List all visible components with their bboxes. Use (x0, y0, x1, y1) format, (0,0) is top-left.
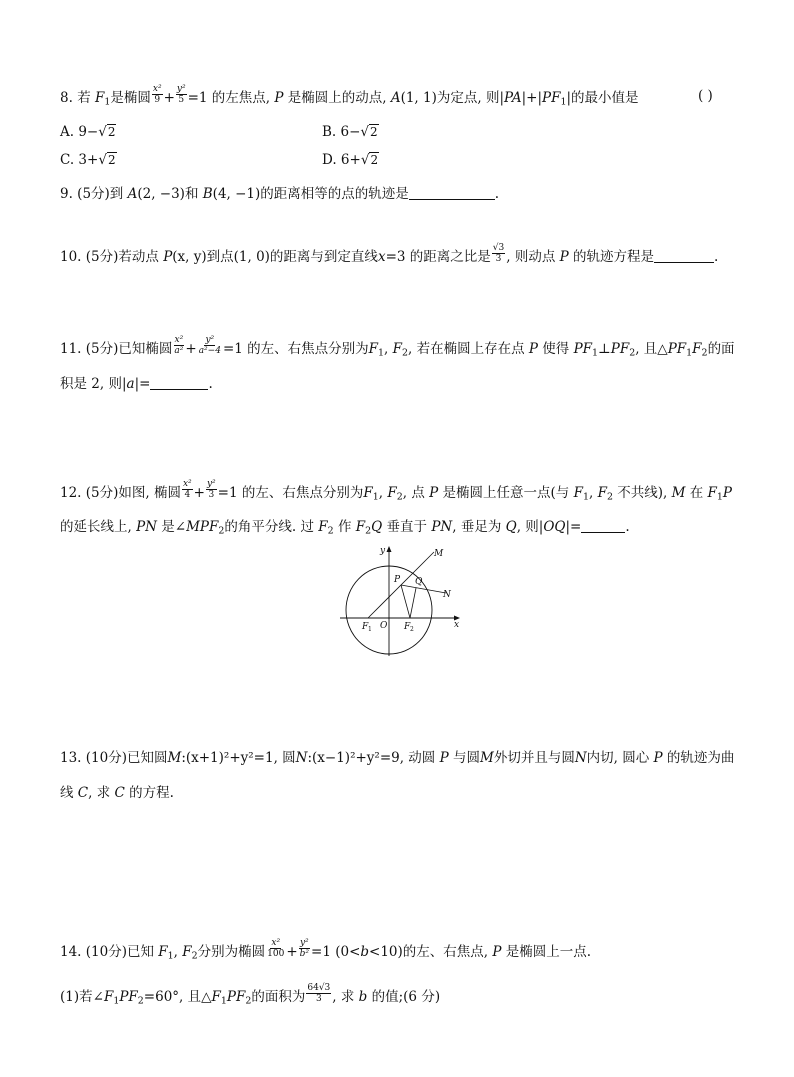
q11-var-pf: PF (610, 341, 630, 357)
q14-text: (1)若∠ (60, 989, 104, 1005)
var-f: F (158, 944, 168, 960)
var-f: F (363, 485, 373, 501)
sub: 2 (629, 347, 636, 359)
frac-den: 3 (495, 254, 502, 264)
q10-var-p: P (163, 249, 173, 265)
frac-num: x² (152, 84, 162, 94)
frac-den: 5 (178, 95, 185, 105)
q13-text: 的轨迹为曲 (662, 750, 735, 766)
label-x: x (454, 620, 460, 630)
q13-text: :(x−1)²+y²=9, 动圆 (307, 750, 440, 766)
q13-text: 内切, 圆心 (586, 750, 654, 766)
label-y: y (380, 546, 386, 556)
var-q: Q (371, 519, 383, 535)
answer-blank[interactable] (654, 248, 714, 263)
var-p: P (722, 485, 732, 501)
label-m: M (434, 549, 444, 559)
label-q: Q (415, 577, 423, 587)
sub: 2 (396, 491, 403, 503)
frac-den: 4 (184, 490, 191, 500)
var-m: M (671, 485, 686, 501)
q14-text: 的面积为 (251, 989, 306, 1005)
option-a-label: A. 9− (60, 124, 99, 140)
var-f: F (355, 519, 366, 535)
sub: 1 (378, 347, 385, 359)
sub: 1 (372, 491, 379, 503)
q14-frac-x (266, 938, 285, 959)
var-f: F (573, 485, 583, 501)
q8-text: 若 (77, 90, 95, 106)
sub: 1 (582, 491, 589, 503)
q11-text: 的面 (707, 341, 735, 357)
answer-blank[interactable] (581, 518, 625, 533)
q12-text: 的角平分线. 过 (224, 519, 319, 535)
sub: 2 (218, 525, 225, 537)
q9-text: 9. (5分)到 (60, 186, 128, 202)
var-f: F (318, 519, 328, 535)
var-f: F (182, 944, 192, 960)
q8-text: (1, 1)为定点, 则| (400, 90, 505, 106)
q8-var-a: A (390, 90, 401, 106)
label-f2-sub: 2 (410, 626, 414, 633)
q14-text: , (173, 944, 183, 960)
q11-var-pf: PF (573, 341, 593, 357)
frac-den: 3 (208, 490, 215, 500)
var-pn: PN (136, 519, 157, 535)
q9-var-a: A (127, 186, 138, 202)
q8-text: =1 的左焦点, (187, 90, 275, 106)
q14-frac-y (299, 938, 310, 959)
frac-den: a² (174, 346, 184, 356)
q10-text: (x, y)到点(1, 0)的距离与到定直线 (172, 249, 378, 265)
q8-sub: 1 (104, 96, 111, 108)
answer-blank[interactable] (409, 185, 495, 200)
q12-text: , 点 (402, 485, 430, 501)
q8-text: |+| (521, 90, 543, 106)
q10-end: . (714, 249, 719, 265)
plus-sign: + (185, 341, 197, 357)
q13-text: 的方程. (124, 785, 174, 801)
question-11-line-1 (60, 335, 735, 360)
q11-text: 积是 2, 则| (60, 376, 127, 392)
frac-den: 100 (267, 949, 285, 959)
var-p: P (439, 750, 449, 766)
q13-text: 与圆 (448, 750, 480, 766)
option-c-label: C. 3+ (60, 152, 99, 168)
var-n: N (295, 750, 308, 766)
sub: 1 (167, 950, 174, 962)
question-14-part-1 (60, 983, 441, 1008)
ellipse-figure (336, 540, 466, 660)
var-f: F (387, 485, 397, 501)
q11-text: , 若在椭圆上存在点 (408, 341, 529, 357)
q12-end: . (625, 519, 630, 535)
frac-num: x² (271, 938, 281, 948)
q9-text: (4, −1)的距离相等的点的轨迹是 (212, 186, 409, 202)
question-8-stem (60, 84, 639, 109)
q12-text: 的延长线上, (60, 519, 137, 535)
q12-text: , (378, 485, 388, 501)
sqrt-symbol: √2 (98, 124, 116, 140)
q11-text: |= (134, 376, 151, 392)
var-oq: OQ (543, 519, 566, 535)
q13-text: :(x+1)²+y²=1, 圆 (181, 750, 296, 766)
q12-text: 是椭圆上任意一点(与 (438, 485, 574, 501)
q14-text: =1 (0< (311, 944, 361, 960)
question-12-line-1 (60, 479, 732, 504)
sub: 1 (220, 995, 227, 1007)
option-d-label: D. 6+ (322, 152, 361, 168)
radicand: 2 (107, 153, 116, 167)
sub: 2 (245, 995, 252, 1007)
question-11-line-2 (60, 374, 213, 394)
q8-text: 是椭圆上的动点, (283, 90, 391, 106)
q11-frac-y (198, 335, 222, 356)
question-10 (60, 243, 719, 268)
q11-var-f: F (392, 341, 402, 357)
var-pf: PF (119, 989, 138, 1005)
q8-text: |的最小值是 (566, 90, 639, 106)
label-f1: F (362, 622, 369, 632)
sub: 2 (701, 347, 708, 359)
question-13-line-2 (60, 783, 174, 803)
q10-frac (492, 243, 505, 264)
sub: 2 (137, 995, 144, 1007)
q10-text: 10. (5分)若动点 (60, 249, 164, 265)
sqrt-symbol: √2 (98, 152, 116, 168)
option-d (322, 150, 379, 170)
plus-sign: + (193, 485, 205, 501)
var-b: b (358, 989, 368, 1005)
q12-text: 不共线), (612, 485, 672, 501)
option-a (60, 122, 116, 142)
var-f: F (707, 485, 717, 501)
var-p: P (492, 944, 502, 960)
question-13-line-1 (60, 748, 734, 768)
sqrt-symbol: √2 (360, 124, 378, 140)
q11-var-f: F (676, 341, 687, 357)
q11-var-p: P (528, 341, 538, 357)
q13-text: , 求 (88, 785, 115, 801)
q14-text: 的值;(6 分) (367, 989, 441, 1005)
var-f: F (211, 989, 221, 1005)
frac-num: √3 (492, 243, 505, 253)
radicand: 2 (370, 125, 378, 139)
q11-frac-x (173, 335, 184, 356)
q12-text: , 则| (516, 519, 544, 535)
var-p: P (429, 485, 439, 501)
q12-text: , (588, 485, 598, 501)
q13-text: 线 (60, 785, 78, 801)
q12-frac-y (206, 479, 217, 500)
var-n: N (574, 750, 587, 766)
var-q: Q (505, 519, 517, 535)
q8-text: 是椭圆 (110, 90, 151, 106)
q8-var-p: P (274, 90, 284, 106)
q11-text: , 且△ (635, 341, 668, 357)
q11-var-p: P (667, 341, 677, 357)
q12-text: 在 (685, 485, 708, 501)
q12-text: 垂直于 (382, 519, 432, 535)
q8-frac-x (152, 84, 163, 105)
q8-var-pf: PF (542, 90, 561, 106)
q12-frac-x (182, 479, 193, 500)
plus-sign: + (163, 90, 175, 106)
var-m: M (480, 750, 494, 766)
q12-text: |= (565, 519, 582, 535)
q14-text: <10)的左、右焦点, (369, 944, 493, 960)
question-12-line-2 (60, 517, 630, 537)
frac-num: 64√3 (307, 983, 331, 993)
line-f2-p (401, 585, 410, 618)
label-f1-sub: 1 (368, 626, 372, 633)
q8-sub: 1 (560, 96, 567, 108)
var-c: C (77, 785, 89, 801)
y-axis-arrow (387, 546, 392, 552)
radicand: 2 (107, 125, 116, 139)
label-f2: F (404, 622, 411, 632)
q10-var-p: P (559, 249, 569, 265)
sub: 2 (191, 950, 198, 962)
sub: 2 (327, 525, 334, 537)
perp-symbol: ⊥ (598, 341, 611, 357)
frac-den: 9 (154, 95, 161, 105)
label-o: O (380, 621, 388, 631)
q11-var-a: a (126, 376, 135, 392)
frac-den: b² (299, 949, 310, 959)
q11-var-f: F (692, 341, 702, 357)
q13-text: 13. (10分)已知圆 (60, 750, 168, 766)
sqrt-symbol: √2 (360, 152, 379, 168)
answer-blank[interactable] (150, 375, 208, 390)
var-mpf: MPF (186, 519, 219, 535)
q8-number: 8. (60, 90, 73, 106)
sub: 1 (592, 347, 599, 359)
q12-text: 是∠ (157, 519, 187, 535)
sub: 1 (113, 995, 120, 1007)
frac-den: a²−4 (198, 346, 221, 356)
var-f: F (597, 485, 607, 501)
var-pf: PF (226, 989, 246, 1005)
var-p: P (653, 750, 663, 766)
q12-text: =1 的左、右焦点分别为 (217, 485, 364, 501)
option-b-label: B. 6− (322, 124, 361, 140)
q9-end: . (494, 186, 500, 202)
frac-num: x² (174, 335, 184, 345)
q9-var-b: B (202, 186, 213, 202)
q11-text: 使得 (537, 341, 574, 357)
var-b: b (360, 944, 370, 960)
frac-den: 3 (315, 994, 322, 1004)
answer-parentheses: ( ) (698, 88, 713, 104)
label-p: P (394, 575, 401, 585)
line-f2-q (410, 588, 416, 618)
q11-var-f: F (368, 341, 379, 357)
q8-var-f: F (94, 90, 105, 106)
q11-text: =1 的左、右焦点分别为 (222, 341, 369, 357)
frac-num: x² (182, 479, 192, 489)
q10-text: =3 的距离之比是 (385, 249, 491, 265)
q12-text: 12. (5分)如图, 椭圆 (60, 485, 181, 501)
q8-var-pa: PA (504, 90, 522, 106)
var-pn: PN (431, 519, 453, 535)
q9-text: (2, −3)和 (137, 186, 203, 202)
frac-num: y² (176, 84, 186, 94)
question-9 (60, 184, 499, 204)
var-c: C (114, 785, 125, 801)
q10-text: , 则动点 (506, 249, 560, 265)
q11-text: 11. (5分)已知椭圆 (60, 341, 173, 357)
sub: 1 (686, 347, 693, 359)
sub: 2 (402, 347, 409, 359)
frac-num: y² (299, 938, 309, 948)
q14-text: , 求 (332, 989, 359, 1005)
line-pn (401, 585, 446, 593)
label-n: N (443, 590, 451, 600)
q12-text: , 垂足为 (452, 519, 506, 535)
q10-text: 的轨迹方程是 (568, 249, 654, 265)
q11-end: . (208, 376, 213, 392)
q8-frac-y (176, 84, 187, 105)
q14-text: 14. (10分)已知 (60, 944, 159, 960)
q13-text: 外切并且与圆 (493, 750, 575, 766)
question-14-stem (60, 938, 592, 963)
plus-sign: + (286, 944, 298, 960)
sub: 1 (716, 491, 723, 503)
q12-text: 作 (333, 519, 356, 535)
q10-var-x: x (377, 249, 386, 265)
var-f: F (103, 989, 114, 1005)
q14-text: 是椭圆上一点. (501, 944, 592, 960)
var-m: M (167, 750, 182, 766)
sub: 2 (606, 491, 613, 503)
option-c (60, 150, 117, 170)
q14-frac-area (306, 983, 331, 1004)
q14-text: =60°, 且△ (143, 989, 212, 1005)
radicand: 2 (370, 153, 379, 167)
sub: 2 (365, 525, 372, 537)
q14-text: 分别为椭圆 (197, 944, 266, 960)
frac-num: y² (206, 479, 216, 489)
q11-text: , (384, 341, 393, 357)
frac-num: y² (205, 335, 215, 345)
option-b (322, 122, 379, 142)
